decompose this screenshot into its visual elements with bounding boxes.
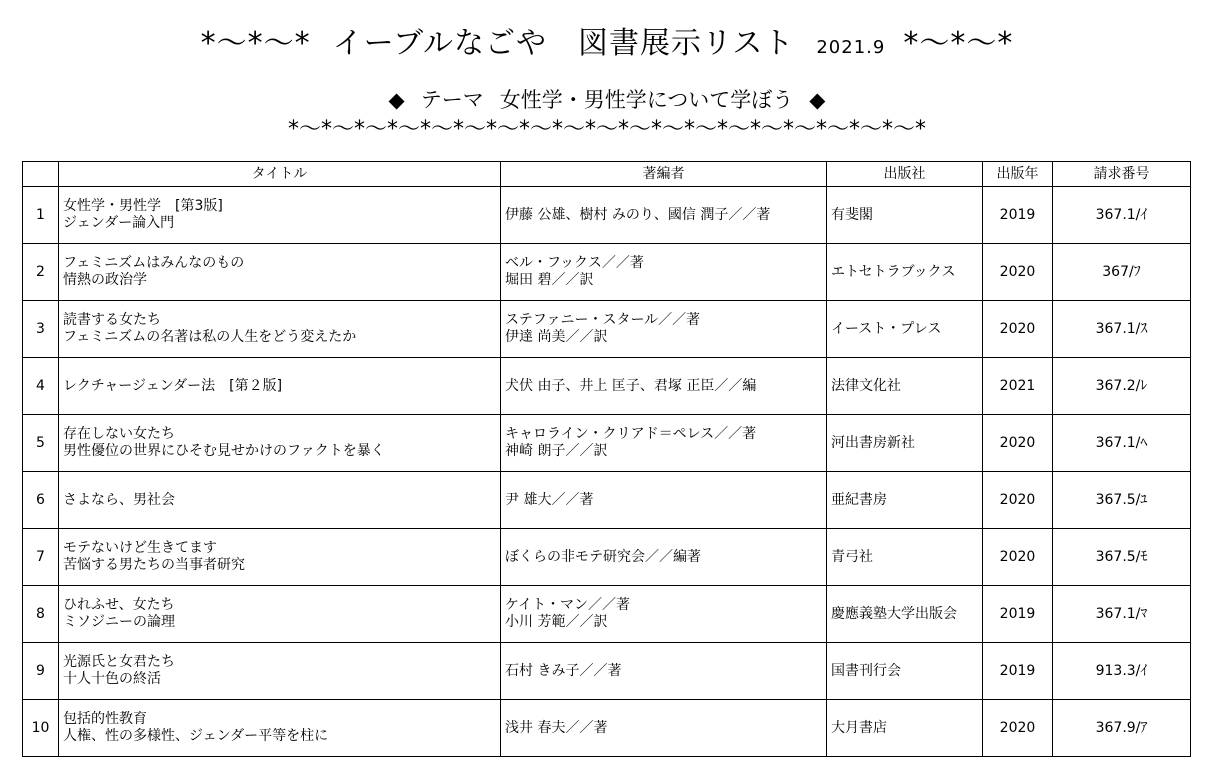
book-publisher — [827, 472, 983, 529]
publication-year — [983, 358, 1053, 415]
book-title — [59, 700, 501, 757]
diamond-icon-right: ◆ — [809, 88, 826, 112]
book-author-line: ステファニー・スタール／／著 — [505, 312, 701, 328]
book-publisher-line: 有斐閣 — [831, 206, 873, 223]
call-number — [1053, 187, 1191, 244]
publication-year-line: 2020 — [999, 491, 1036, 508]
list-date: 2021.9 — [816, 37, 886, 58]
publication-year-line: 2019 — [999, 605, 1036, 622]
table-row — [23, 700, 1191, 757]
row-number-line: 1 — [36, 206, 45, 223]
row-number-line: 2 — [36, 263, 45, 280]
publication-year-line: 2020 — [999, 434, 1036, 451]
row-number-line: 10 — [31, 719, 50, 736]
table-row — [23, 643, 1191, 700]
book-publisher — [827, 187, 983, 244]
publication-year-line: 2021 — [999, 377, 1036, 394]
book-publisher — [827, 415, 983, 472]
call-number-line: 367.1/ｽ — [1095, 320, 1148, 337]
row-number — [23, 301, 59, 358]
column-header-author: 著編者 — [501, 162, 827, 187]
book-author-line: ぼくらの非モテ研究会／／編著 — [505, 548, 701, 565]
title-text: イーブルなごや 図書展示リスト — [332, 26, 795, 61]
book-author-line: 石村 きみ子／／著 — [505, 662, 622, 679]
book-title — [59, 187, 501, 244]
book-title — [59, 529, 501, 586]
call-number-line: 367.5/ﾕ — [1095, 491, 1148, 508]
book-author-line: 伊藤 公雄、樹村 みのり、國信 潤子／／著 — [505, 206, 771, 223]
publication-year — [983, 529, 1053, 586]
call-number-line: 367.2/ﾚ — [1095, 377, 1148, 394]
book-author — [501, 358, 827, 415]
table-row — [23, 529, 1191, 586]
call-number — [1053, 358, 1191, 415]
row-number — [23, 700, 59, 757]
publication-year — [983, 301, 1053, 358]
table-row — [23, 244, 1191, 301]
title-decoration-left: *〜*〜* — [200, 26, 311, 61]
publication-year-line: 2020 — [999, 320, 1036, 337]
book-title-line: 存在しない女たち — [63, 426, 175, 442]
book-author-line: 堀田 碧／／訳 — [505, 272, 594, 288]
book-title — [59, 244, 501, 301]
book-author-line: キャロライン・クリアド＝ペレス／／著 — [505, 426, 757, 442]
book-author-line: 神崎 朗子／／訳 — [505, 443, 608, 459]
row-number — [23, 415, 59, 472]
book-publisher — [827, 586, 983, 643]
call-number-line: 367.1/ﾍ — [1095, 434, 1148, 451]
table-row — [23, 472, 1191, 529]
publication-year-line: 2020 — [999, 263, 1036, 280]
row-number — [23, 529, 59, 586]
publication-year-line: 2019 — [999, 662, 1036, 679]
book-author — [501, 244, 827, 301]
call-number-line: 367.9/ｱ — [1095, 719, 1148, 736]
publication-year — [983, 643, 1053, 700]
book-author-line: 伊達 尚美／／訳 — [505, 329, 608, 345]
call-number-line: 367.5/ﾓ — [1095, 548, 1148, 565]
call-number — [1053, 700, 1191, 757]
decorative-divider: *〜*〜*〜*〜*〜*〜*〜*〜*〜*〜*〜*〜*〜*〜*〜*〜*〜*〜*〜* — [287, 117, 926, 142]
row-number-line: 8 — [36, 605, 45, 622]
call-number-line: 367.1/ﾏ — [1095, 605, 1148, 622]
book-publisher-line: イースト・プレス — [831, 320, 942, 337]
book-title — [59, 643, 501, 700]
call-number-line: 367/ﾌ — [1102, 263, 1141, 280]
book-title — [59, 358, 501, 415]
book-author-line: ベル・フックス／／著 — [505, 255, 644, 271]
publication-year — [983, 700, 1053, 757]
book-publisher-line: 慶應義塾大学出版会 — [831, 605, 957, 622]
book-title-line: 男性優位の世界にひそむ見せかけのファクトを暴く — [63, 443, 385, 459]
book-title-line: 読書する女たち — [63, 312, 161, 328]
book-title-line: ミソジニーの論理 — [63, 614, 175, 630]
publication-year — [983, 586, 1053, 643]
book-title-line: フェミニズムはみんなのもの — [63, 255, 245, 271]
book-title — [59, 586, 501, 643]
book-title-line: 苦悩する男たちの当事者研究 — [63, 557, 245, 573]
table-row — [23, 586, 1191, 643]
book-publisher — [827, 358, 983, 415]
book-title-line: 光源氏と女君たち — [63, 654, 175, 670]
row-number — [23, 358, 59, 415]
publication-year — [983, 472, 1053, 529]
call-number — [1053, 472, 1191, 529]
row-number — [23, 643, 59, 700]
book-publisher-line: エトセトラブックス — [831, 263, 956, 280]
column-header-number — [23, 162, 59, 187]
call-number — [1053, 244, 1191, 301]
book-publisher — [827, 529, 983, 586]
book-title-line: さよなら、男社会 — [63, 491, 175, 508]
publication-year-line: 2020 — [999, 719, 1036, 736]
table-row — [23, 187, 1191, 244]
book-title — [59, 415, 501, 472]
book-publisher-line: 青弓社 — [831, 548, 873, 565]
table-row — [23, 415, 1191, 472]
book-author — [501, 415, 827, 472]
book-publisher — [827, 244, 983, 301]
book-title-line: モテないけど生きてます — [63, 540, 217, 556]
book-title-line: 包括的性教育 — [63, 711, 147, 727]
table-header-row — [23, 162, 1191, 187]
column-header-year: 出版年 — [983, 162, 1053, 187]
book-author — [501, 187, 827, 244]
book-list-table — [22, 161, 1191, 757]
publication-year-line: 2020 — [999, 548, 1036, 565]
book-title-line: 女性学・男性学 [第3版] — [63, 198, 223, 214]
book-publisher — [827, 643, 983, 700]
call-number — [1053, 529, 1191, 586]
row-number-line: 7 — [36, 548, 45, 565]
book-author-line: 犬伏 由子、井上 匡子、君塚 正臣／／編 — [505, 377, 757, 394]
row-number — [23, 472, 59, 529]
book-author — [501, 643, 827, 700]
call-number — [1053, 586, 1191, 643]
book-author — [501, 586, 827, 643]
row-number-line: 6 — [36, 491, 45, 508]
book-title — [59, 472, 501, 529]
publication-year — [983, 187, 1053, 244]
book-title-line: フェミニズムの名著は私の人生をどう変えたか — [63, 329, 357, 345]
row-number-line: 5 — [36, 434, 45, 451]
book-title-line: ひれふせ、女たち — [63, 597, 175, 613]
publication-year — [983, 244, 1053, 301]
row-number — [23, 244, 59, 301]
book-publisher-line: 河出書房新社 — [831, 434, 915, 451]
book-author — [501, 529, 827, 586]
book-author-line: 小川 芳範／／訳 — [505, 614, 608, 630]
book-title-line: ジェンダー論入門 — [63, 215, 175, 231]
theme-label: テーマ — [420, 88, 484, 112]
row-number — [23, 187, 59, 244]
row-number-line: 9 — [36, 662, 45, 679]
page-title — [0, 18, 1214, 62]
column-header-title: タイトル — [59, 162, 501, 187]
publication-year — [983, 415, 1053, 472]
book-publisher-line: 法律文化社 — [831, 377, 901, 394]
row-number-line: 4 — [36, 377, 45, 394]
call-number-line: 913.3/ｲ — [1095, 662, 1148, 679]
book-publisher — [827, 700, 983, 757]
title-decoration-right: *〜*〜* — [903, 26, 1014, 61]
call-number — [1053, 415, 1191, 472]
book-author — [501, 700, 827, 757]
diamond-icon-left: ◆ — [388, 88, 405, 112]
publication-year-line: 2019 — [999, 206, 1036, 223]
book-author — [501, 301, 827, 358]
book-title-line: 人権、性の多様性、ジェンダー平等を柱に — [63, 728, 329, 744]
table-row — [23, 358, 1191, 415]
call-number-line: 367.1/ｲ — [1095, 206, 1148, 223]
theme-text: 女性学・男性学について学ぼう — [499, 88, 794, 112]
book-author-line: 浅井 春夫／／著 — [505, 719, 608, 736]
theme-heading — [0, 84, 1214, 114]
book-publisher — [827, 301, 983, 358]
book-title — [59, 301, 501, 358]
row-number — [23, 586, 59, 643]
row-number-line: 3 — [36, 320, 45, 337]
book-title-line: 情熱の政治学 — [63, 272, 147, 288]
book-author — [501, 472, 827, 529]
book-author-line: 尹 雄大／／著 — [505, 491, 594, 508]
table-row — [23, 301, 1191, 358]
column-header-call-number: 請求番号 — [1053, 162, 1191, 187]
book-publisher-line: 大月書店 — [831, 719, 887, 736]
book-publisher-line: 国書刊行会 — [831, 662, 901, 679]
book-publisher-line: 亜紀書房 — [831, 491, 887, 508]
column-header-publisher: 出版社 — [827, 162, 983, 187]
call-number — [1053, 301, 1191, 358]
book-title-line: 十人十色の終活 — [63, 671, 161, 687]
call-number — [1053, 643, 1191, 700]
book-author-line: ケイト・マン／／著 — [505, 597, 631, 613]
book-title-line: レクチャージェンダー法 [第２版] — [63, 377, 283, 394]
